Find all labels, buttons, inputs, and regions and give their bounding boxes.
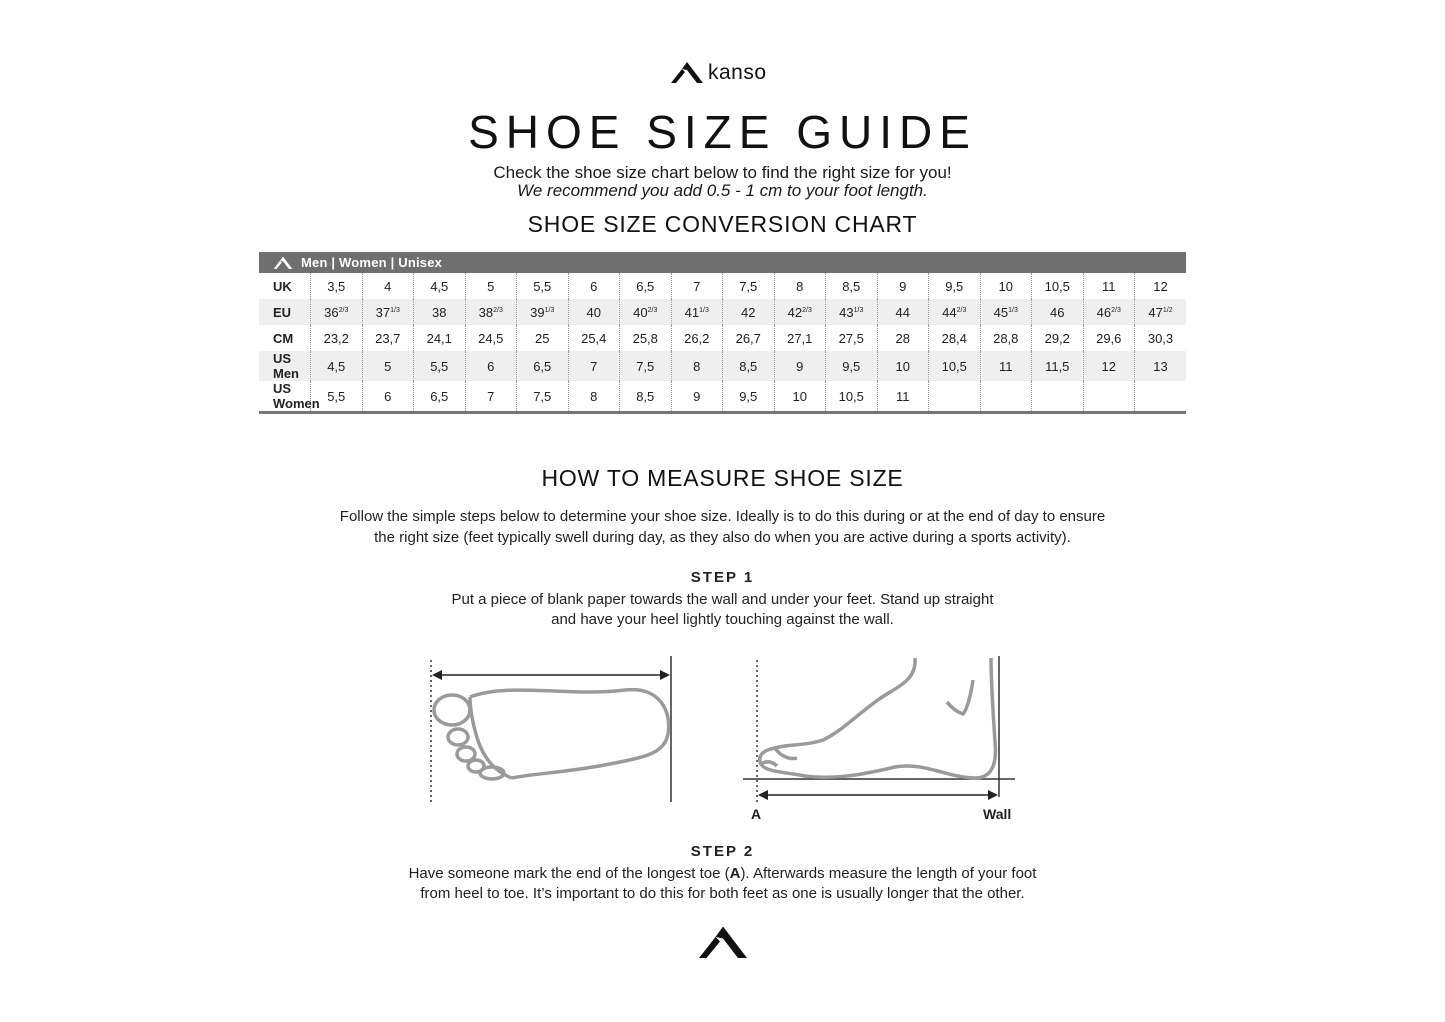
table-row — [259, 325, 1186, 351]
cell-number: 40 — [586, 304, 601, 320]
table-cell: 9,5 — [826, 351, 878, 381]
table-cell: 26,7 — [723, 325, 775, 351]
table-cell: 25,8 — [620, 325, 672, 351]
table-cell: 8,5 — [826, 273, 878, 299]
cell-number: 44 — [942, 304, 957, 320]
cell-number: 46 — [1050, 304, 1065, 320]
kanso-logo-icon — [670, 61, 704, 85]
table-cell: 5 — [362, 351, 414, 381]
table-cell: 12 — [1083, 351, 1135, 381]
row-label: US Women — [259, 381, 311, 413]
table-cell — [980, 299, 1032, 325]
page-title: SHOE SIZE GUIDE — [468, 106, 977, 158]
table-cell: 6,5 — [517, 351, 569, 381]
table-cell — [980, 381, 1032, 413]
table-cell — [568, 299, 620, 325]
table-cell: 8 — [774, 273, 826, 299]
table-cell: 9 — [774, 351, 826, 381]
table-cell: 24,1 — [414, 325, 466, 351]
measure-intro-line-2: the right size (feet typically swell during day, as they also do when you are active during a sports activity). — [374, 529, 1071, 546]
cell-fraction: 2/3 — [647, 306, 658, 314]
table-cell — [1083, 381, 1135, 413]
table-cell — [1135, 299, 1187, 325]
measure-intro-line-1: Follow the simple steps below to determine your shoe size. Ideally is to do this during or at the end of day to ensure — [339, 508, 1106, 525]
row-label: CM — [273, 330, 294, 346]
table-cell: 24,5 — [465, 325, 517, 351]
table-cell: 7 — [671, 273, 723, 299]
cell-number: 39 — [530, 304, 545, 320]
table-cell: 5 — [465, 273, 517, 299]
row-label: UK — [273, 278, 292, 294]
table-cell — [311, 299, 363, 325]
table-cell — [362, 299, 414, 325]
table-cell: 6 — [465, 351, 517, 381]
table-cell: 12 — [1135, 273, 1187, 299]
table-cell: 9 — [877, 273, 929, 299]
table-cell: 4,5 — [311, 351, 363, 381]
table-cell: 11 — [1083, 273, 1135, 299]
cell-fraction: 1/3 — [544, 306, 555, 314]
table-cell: 7,5 — [723, 273, 775, 299]
cell-number: 40 — [633, 304, 648, 320]
intro-line-1: Check the shoe size chart below to find the right size for you! — [493, 163, 952, 182]
table-row — [259, 351, 1186, 381]
table-cell: 10,5 — [826, 381, 878, 413]
step-1-line-1: Put a piece of blank paper towards the wall and under your feet. Stand up straight — [451, 591, 994, 608]
cell-fraction: 1/2 — [1162, 306, 1173, 314]
table-cell: 29,2 — [1032, 325, 1084, 351]
cell-fraction: 1/3 — [1008, 306, 1018, 314]
table-cell — [414, 299, 466, 325]
table-cell — [826, 299, 878, 325]
table-cell: 7 — [568, 351, 620, 381]
table-cell: 5,5 — [517, 273, 569, 299]
table-cell: 10,5 — [929, 351, 981, 381]
table-cell: 27,1 — [774, 325, 826, 351]
table-body — [259, 273, 1186, 413]
foot-side-diagram — [735, 652, 1025, 807]
chart-heading: SHOE SIZE CONVERSION CHART — [527, 211, 918, 237]
measure-heading: HOW TO MEASURE SHOE SIZE — [541, 465, 904, 491]
table-cell — [929, 299, 981, 325]
brand-name: kanso — [708, 61, 767, 84]
table-row — [259, 273, 1186, 299]
table-cell: 8 — [568, 381, 620, 413]
foot-sole-diagram — [420, 652, 690, 807]
cell-number: 38 — [432, 304, 447, 320]
cell-number: 46 — [1096, 304, 1112, 320]
cell-fraction: 1/3 — [699, 306, 709, 314]
table-cell: 4 — [362, 273, 414, 299]
table-cell — [877, 299, 929, 325]
cell-fraction: 1/3 — [390, 306, 400, 314]
table-cell: 11 — [980, 351, 1032, 381]
table-cell: 28,8 — [980, 325, 1032, 351]
row-label: US Men — [259, 351, 311, 381]
table-cell: 9 — [671, 381, 723, 413]
kanso-logo-icon — [273, 256, 293, 270]
table-cell — [929, 381, 981, 413]
table-cell: 26,2 — [671, 325, 723, 351]
cell-number: 42 — [741, 304, 756, 320]
table-cell: 6 — [362, 381, 414, 413]
table-cell: 10 — [980, 273, 1032, 299]
cell-number: 36 — [324, 304, 339, 320]
cell-fraction: 1/3 — [853, 306, 864, 314]
table-cell: 28,4 — [929, 325, 981, 351]
foot-outline — [760, 658, 996, 778]
cell-number: 38 — [478, 304, 494, 320]
size-conversion-table — [259, 252, 1186, 414]
table-cell: 8 — [671, 351, 723, 381]
diagram-label-wall: Wall — [983, 806, 1012, 822]
step-2-line-2: from heel to toe. It’s important to do this for both feet as one is usually longer that the other. — [420, 885, 1025, 902]
table-cell — [671, 299, 723, 325]
step-2-text-post: ). Afterwards measure the length of your foot — [740, 865, 1037, 882]
intro-line-2: We recommend you add 0.5 - 1 cm to your foot length. — [517, 181, 928, 200]
table-cell: 5,5 — [311, 381, 363, 413]
cell-number: 44 — [895, 304, 910, 320]
step-2-line-1 — [0, 864, 1445, 884]
table-cell: 6,5 — [414, 381, 466, 413]
table-cell — [620, 299, 672, 325]
table-cell: 27,5 — [826, 325, 878, 351]
table-cell: 30,3 — [1135, 325, 1187, 351]
table-cell: 4,5 — [414, 273, 466, 299]
cell-number: 41 — [684, 304, 700, 320]
table-row — [259, 381, 1186, 413]
table-cell — [1135, 381, 1187, 413]
cell-number: 43 — [839, 304, 854, 320]
table-cell: 25,4 — [568, 325, 620, 351]
table-row — [259, 299, 1186, 325]
kanso-logo-icon — [695, 925, 751, 961]
cell-fraction: 2/3 — [1111, 306, 1121, 314]
table-cell: 10 — [774, 381, 826, 413]
table-cell: 6 — [568, 273, 620, 299]
table-cell: 25 — [517, 325, 569, 351]
diagram-label-a: A — [751, 806, 762, 822]
table-cell — [1032, 381, 1084, 413]
table-cell — [723, 299, 775, 325]
table-cell: 7 — [465, 381, 517, 413]
table-cell: 13 — [1135, 351, 1187, 381]
table-cell: 9,5 — [929, 273, 981, 299]
step-2-title: STEP 2 — [690, 843, 755, 860]
cell-number: 45 — [993, 304, 1009, 320]
table-header-label: Men | Women | Unisex — [301, 255, 443, 270]
table-cell: 3,5 — [311, 273, 363, 299]
step-2-text-pre: Have someone mark the end of the longest toe ( — [408, 865, 730, 882]
step-2-text-bold: A — [729, 865, 741, 882]
cell-fraction: 2/3 — [802, 306, 812, 314]
step-1-title: STEP 1 — [690, 569, 755, 586]
step-1-line-2: and have your heel lightly touching against the wall. — [551, 611, 894, 628]
cell-fraction: 2/3 — [338, 306, 349, 314]
cell-fraction: 2/3 — [493, 306, 503, 314]
cell-number: 42 — [787, 304, 803, 320]
table-cell — [465, 299, 517, 325]
table-cell — [517, 299, 569, 325]
table-cell: 10 — [877, 351, 929, 381]
table-cell: 23,7 — [362, 325, 414, 351]
table-cell: 11 — [877, 381, 929, 413]
brand-logo — [670, 58, 790, 88]
table-cell — [1083, 299, 1135, 325]
table-cell: 8,5 — [620, 381, 672, 413]
table-cell: 8,5 — [723, 351, 775, 381]
table-cell — [1032, 299, 1084, 325]
cell-number: 37 — [375, 304, 391, 320]
cell-fraction: 2/3 — [956, 306, 967, 314]
table-cell: 9,5 — [723, 381, 775, 413]
table-cell: 6,5 — [620, 273, 672, 299]
row-label: EU — [259, 299, 311, 325]
table-cell: 7,5 — [517, 381, 569, 413]
table-cell: 7,5 — [620, 351, 672, 381]
cell-number: 47 — [1148, 304, 1163, 320]
table-cell: 29,6 — [1083, 325, 1135, 351]
table-cell — [774, 299, 826, 325]
table-header — [259, 252, 1186, 273]
table-cell: 23,2 — [311, 325, 363, 351]
table-cell: 10,5 — [1032, 273, 1084, 299]
foot-outline — [434, 690, 669, 779]
table-cell: 5,5 — [414, 351, 466, 381]
table-cell: 28 — [877, 325, 929, 351]
table-cell: 11,5 — [1032, 351, 1084, 381]
